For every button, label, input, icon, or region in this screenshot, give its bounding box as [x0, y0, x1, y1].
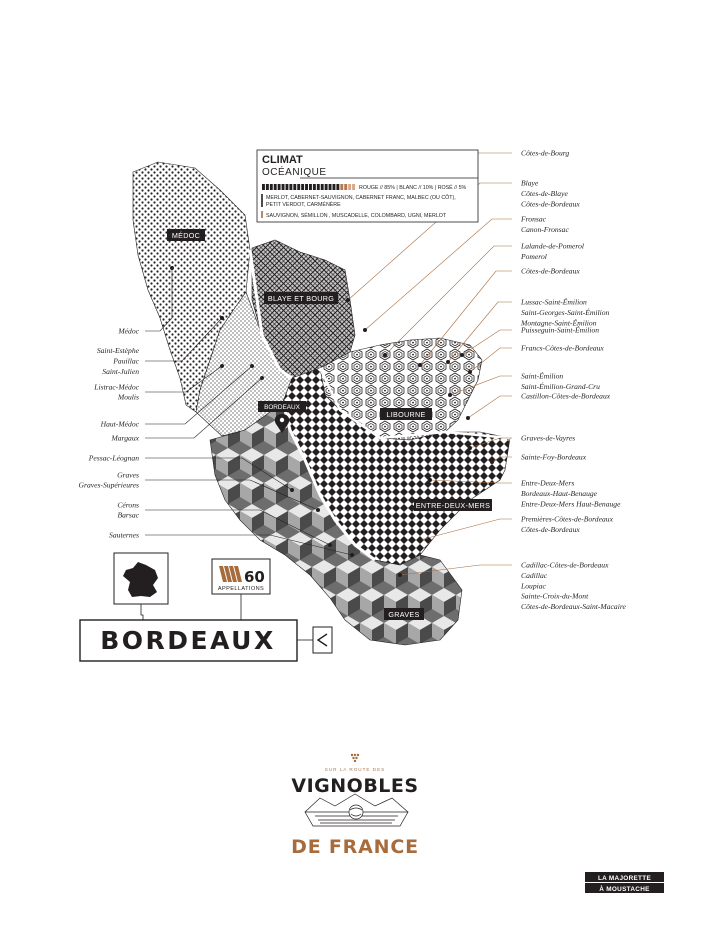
- right-appellation-label: Cadillac: [521, 570, 548, 580]
- right-appellation-label: Entre-Deux-Mers Haut-Benauge: [521, 499, 621, 509]
- share-bar-segment: [309, 184, 312, 190]
- left-appellation-label: Cérons: [117, 500, 139, 510]
- share-bar-segment: [348, 184, 351, 190]
- right-appellation-label: Sainte-Foy-Bordeaux: [521, 452, 587, 462]
- share-bar-segment: [325, 184, 328, 190]
- red-grapes-line-2: PETIT VERDOT, CARMÉNÈRE: [266, 202, 341, 208]
- share-bar-segment: [293, 184, 296, 190]
- share-bar-segment: [352, 184, 355, 190]
- left-appellation-label: Sauternes: [109, 530, 139, 540]
- share-bar-segment: [317, 184, 320, 190]
- svg-text:LIBOURNE: LIBOURNE: [386, 410, 426, 419]
- share-bar-segment: [340, 184, 343, 190]
- grape-icon: [351, 754, 359, 762]
- brand-badge: [585, 872, 664, 893]
- appellations-label: APPELLATIONS: [217, 586, 265, 592]
- right-appellation-label: Côtes-de-Bordeaux: [521, 199, 580, 209]
- left-appellation-label: Moulis: [117, 392, 139, 402]
- right-appellation-label: Entre-Deux-Mers: [521, 478, 575, 488]
- left-appellation-label: Médoc: [118, 326, 139, 336]
- right-appellation-label: Puisseguin-Saint-Émilion: [521, 325, 600, 335]
- right-appellation-label: Lalande-de-Pomerol: [521, 241, 584, 251]
- right-appellation-label: Loupiac: [521, 581, 546, 591]
- left-appellation-label: Pauillac: [113, 356, 139, 366]
- right-appellation-label: Lussac-Saint-Émilion: [521, 297, 587, 307]
- share-bar-segment: [313, 184, 316, 190]
- left-appellation-label: Margaux: [111, 433, 139, 443]
- share-bar-segment: [333, 184, 336, 190]
- share-bar-segment: [262, 184, 265, 190]
- share-bar-segment: [305, 184, 308, 190]
- svg-text:DE FRANCE: DE FRANCE: [291, 836, 419, 858]
- climat-title: CLIMAT: [262, 154, 303, 166]
- right-appellation-label: Montagne-Saint-Émilion: [521, 318, 597, 328]
- svg-text:SUR LA ROUTE DES: SUR LA ROUTE DES: [324, 767, 386, 772]
- france-box: [114, 553, 168, 620]
- region-label-blaye: [264, 292, 338, 304]
- share-bar-segment: [278, 184, 281, 190]
- share-bar-segment: [286, 184, 289, 190]
- share-bar-segment: [297, 184, 300, 190]
- share-bar-segment: [344, 184, 347, 190]
- right-appellation-label: Cadillac-Côtes-de-Bordeaux: [521, 560, 609, 570]
- right-appellation-label: Côtes-de-Blaye: [521, 188, 568, 198]
- right-appellation-label: Saint-Émilion-Grand-Cru: [521, 381, 600, 391]
- left-appellation-label: Listrac-Médoc: [94, 382, 139, 392]
- right-appellation-label: Côtes-de-Bordeaux: [521, 524, 580, 534]
- right-appellation-label: Côtes-de-Bordeaux: [521, 266, 580, 276]
- page-title: BORDEAUX: [100, 626, 276, 655]
- left-appellation-label: Pessac-Léognan: [88, 453, 139, 463]
- share-bar-segment: [289, 184, 292, 190]
- svg-text:LA MAJORETTE: LA MAJORETTE: [597, 875, 652, 882]
- right-appellation-label: Sainte-Croix-du-Mont: [521, 591, 589, 601]
- vignobles-logo: [291, 754, 419, 858]
- left-appellation-label: Saint-Julien: [102, 366, 139, 376]
- right-appellation-label: Blaye: [521, 178, 539, 188]
- appellations-count: 60: [244, 568, 265, 586]
- left-appellation-labels: [79, 327, 140, 540]
- right-appellation-label: Bordeaux-Haut-Benauge: [521, 488, 598, 498]
- svg-text:À MOUSTACHE: À MOUSTACHE: [599, 886, 650, 893]
- appellations-box: [212, 559, 270, 620]
- svg-text:MÉDOC: MÉDOC: [171, 231, 201, 240]
- share-bar-segment: [282, 184, 285, 190]
- climat-stats: ROUGE // 85% | BLANC // 10% | ROSÉ // 5%: [359, 185, 467, 191]
- svg-text:ENTRE-DEUX-MERS: ENTRE-DEUX-MERS: [415, 501, 491, 510]
- right-appellation-label: Saint-Georges-Saint-Émilion: [521, 307, 610, 317]
- region-label-entre-deux-mers: [414, 499, 492, 511]
- right-appellation-label: Canon-Fronsac: [521, 224, 569, 234]
- share-bar-segment: [321, 184, 324, 190]
- climat-subtitle: OCÉANIQUE: [262, 167, 327, 178]
- share-bar-segment: [336, 184, 339, 190]
- right-appellation-label: Côtes-de-Bourg: [521, 148, 570, 158]
- region-label-graves: [384, 608, 424, 620]
- share-bar-segment: [301, 184, 304, 190]
- share-bar-segment: [274, 184, 277, 190]
- svg-text:VIGNOBLES: VIGNOBLES: [291, 775, 419, 797]
- white-grapes-line: SAUVIGNON, SÉMILLON , MUSCADELLE, COLOMBARD, UGNI, MERLOT: [266, 213, 447, 219]
- left-appellation-label: Saint-Estèphe: [96, 346, 139, 356]
- right-appellation-label: Pomerol: [521, 251, 547, 261]
- right-appellation-label: Côtes-de-Bordeaux-Saint-Macaire: [521, 602, 626, 612]
- left-appellation-label: Graves-Supérieures: [78, 480, 139, 490]
- red-grapes-line-1: MERLOT, CABERNET-SAUVIGNON, CABERNET FRANC, MALBEC (OU CÔT),: [266, 195, 456, 201]
- left-appellation-label: Graves: [117, 470, 139, 480]
- svg-text:GRAVES: GRAVES: [388, 610, 420, 619]
- right-appellation-label: Francs-Côtes-de-Bordeaux: [521, 343, 604, 353]
- left-appellation-label: Haut-Médoc: [100, 419, 139, 429]
- right-appellation-label: Saint-Émilion: [521, 371, 564, 381]
- svg-text:BORDEAUX: BORDEAUX: [264, 404, 300, 411]
- right-appellation-label: Graves-de-Vayres: [521, 433, 576, 443]
- share-bar-segment: [270, 184, 273, 190]
- share-bar-segment: [266, 184, 269, 190]
- svg-text:BLAYE ET BOURG: BLAYE ET BOURG: [267, 294, 335, 303]
- right-appellation-label: Fronsac: [521, 214, 547, 224]
- title-box: [80, 620, 332, 661]
- right-appellation-label: Castillon-Côtes-de-Bordeaux: [521, 391, 611, 401]
- right-appellation-labels: [520, 149, 627, 612]
- right-appellation-label: Premières-Côtes-de-Bordeaux: [521, 514, 613, 524]
- share-bar-segment: [329, 184, 332, 190]
- left-appellation-label: Barsac: [117, 510, 139, 520]
- climat-box: [257, 150, 478, 222]
- vineyard-landscape-icon: [305, 794, 408, 826]
- region-label-libourne: [380, 408, 432, 420]
- region-label-medoc: [167, 229, 205, 241]
